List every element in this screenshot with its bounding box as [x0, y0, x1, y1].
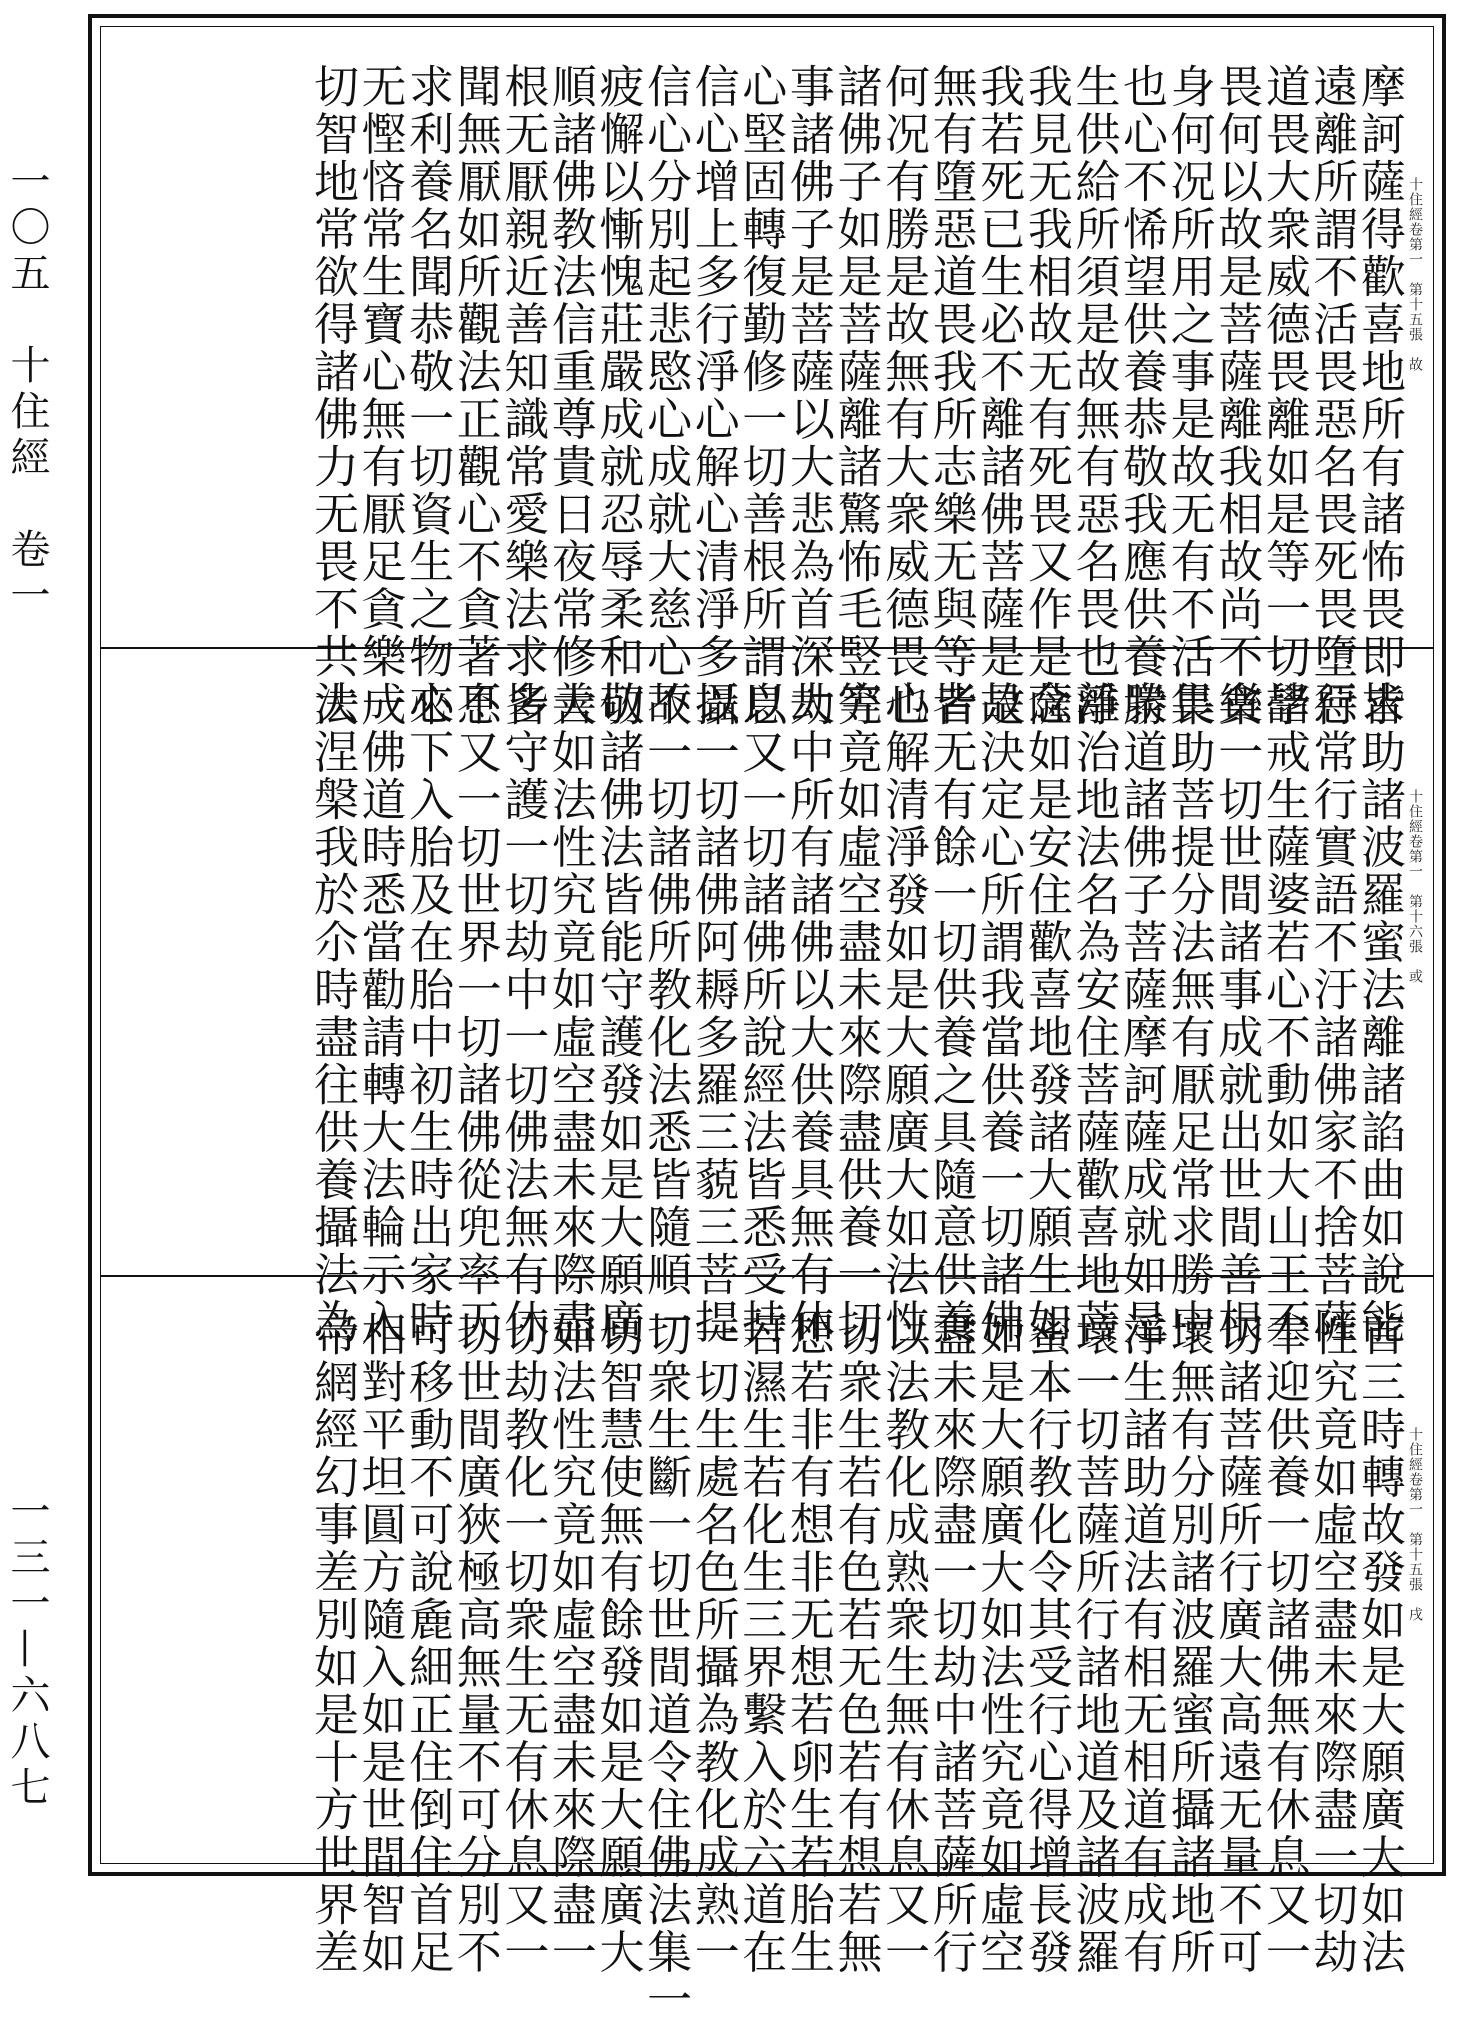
- page-frame-inner: [100, 26, 1434, 2024]
- panel-3-header-note: 十住經卷第一 第十五張 戌: [1407, 1427, 1423, 1622]
- panel-2-text: 求助諸波羅蜜法離諸諂曲如說能 行常行實語不汙諸佛家不捨菩薩 學戒生薩婆若心不動如大山王不 樂一切世間諸事成就出世間善根 集助菩提分法無有厭足常求勝中 勝道諸佛子菩薩摩訶薩成就如是 淨治地法名為安住菩薩歡喜地菩 薩如是安住歡喜地發諸大願生如 是決定心所謂我當供養一切諸佛 皆无有餘一切供養之具隨意供養 心解清淨發如是大願廣大如法性 究竟如虛空盡未來際盡供養一切 劫中所有諸佛以大供養具無有休 息又一切諸佛所說經法皆悉受持 攝一切諸佛阿耨多羅三藐三菩提 故一切諸佛所教化法悉皆隨順一 切諸佛法皆能守護發如是大願廣 大如法性究竟如虛空盡未來際盡 皆守護一切劫中一切佛法無有休 息又一切世界一切諸佛從兜率天 來下入胎及在胎中初生時出家時 成佛道時悉當勸請轉大法輪示入 大涅槃我於尒時盡往供養攝法為: [305, 681, 1406, 1346]
- margin-label-top: 一〇五 十住經 卷一: [4, 160, 50, 620]
- text-panel-3: [101, 1275, 1433, 2024]
- page-frame: [88, 14, 1446, 2024]
- panel-3-text: 首三時轉故發如是大願廣大如法 性究竟如虛空盡未來際盡一切劫 奉迎供養一切諸佛無有休息又一 切諸菩薩所行廣大高遠无量不可 壞無有分別諸波羅蜜所攝諸地所 淨生諸助道法有相无相道有成有 壞一切菩薩所行諸地道及諸波羅 蜜本行教化令其受行心得增長發 如是大願廣大如法性究竟如虛空 盡未來際盡一切劫中諸菩薩所行 以法教化成熟衆生無有休息又一 切衆生若有色若无色若有想若無 想若非有想非无想若卵生若胎生 若濕生若化生三界繫入於六道在 一切生處名色所攝為教化成熟一 切衆生斷一切世間道令住佛法集一 切智慧使無有餘發如是大願廣大 如法性究竟如虛空盡未來際盡一 切劫教化一切衆生无有休息又一 切世間廣狹極高無量不可分別不 可移動不可說麁細正住倒住首足 相對平坦圓方隨入如是世間智如 帝網經幻事差別如是十方世界差: [305, 1311, 1406, 2024]
- panel-1-text: 摩訶薩得歡喜地所有諸怖畏即皆 遠離所謂不活畏惡名畏死畏墮惡 道畏大衆威德畏離如是等一切諸 畏何以故是菩薩離我相故尚不貪 身何况所用之事是故无有不活畏 也心不悕望供養恭敬我應供養衆 生供給所須是故無有惡名畏也離 我見无我相故无有死畏又作是念 我若死已生必不離諸佛菩薩是故 無有墮惡道畏我所志樂无與等者 何况有勝是故無有大衆威德畏也 諸佛子如是菩薩離諸驚怖毛竪等 事諸佛子是菩薩以大悲為首深大 心堅固轉復勤修一切善根所謂以 信心增上多行淨心解心清淨多以 信心分別起悲愍心成就大慈心不 疲懈以慚愧莊嚴成就忍辱柔和敬 順諸佛教法信重尊貴日夜常修善 根无厭親近善知識常愛樂法求多 聞無厭如所觀法正觀心不貪著不 求利養名聞恭敬一切資生之物心 无慳悋常生寶心無有厭足貪樂一 切智地常欲得諸佛力无畏不共法: [305, 63, 1406, 728]
- panel-2-header-note: 十住經卷第一 第十六張 或: [1407, 789, 1423, 984]
- panel-1-header-note: 十住經卷第一 第十五張 故: [1407, 177, 1423, 372]
- text-panel-2: [101, 647, 1433, 1346]
- margin-label-bottom: 一三一—六八七: [4, 1490, 50, 1812]
- text-panel-1: [101, 27, 1433, 728]
